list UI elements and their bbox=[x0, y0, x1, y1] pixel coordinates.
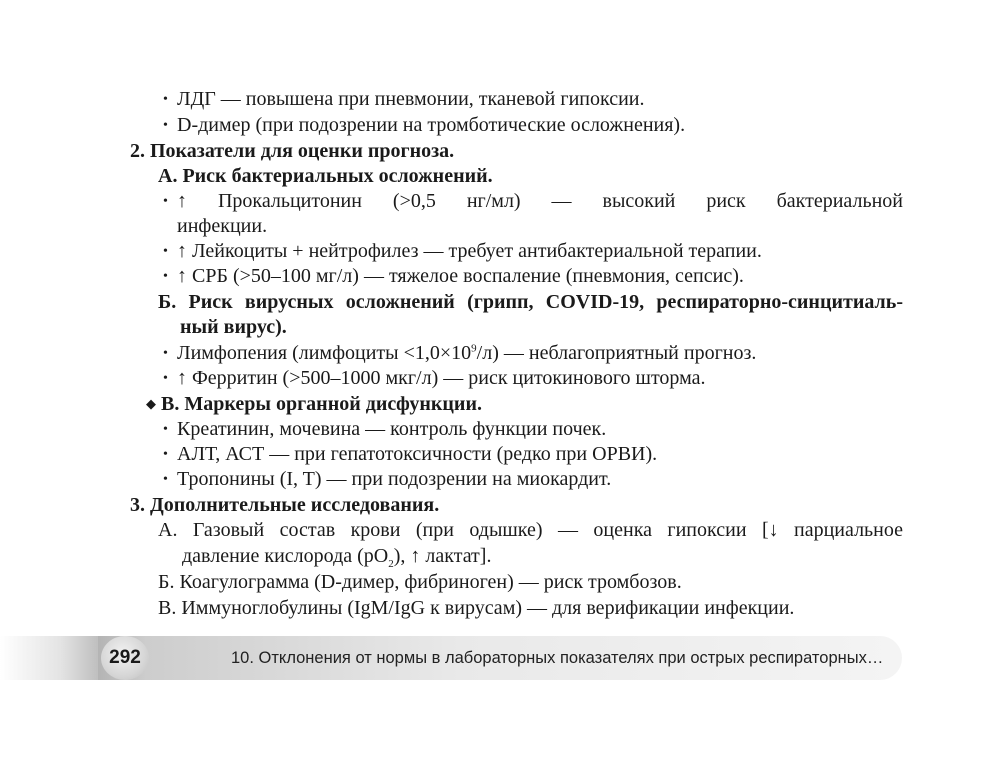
bullet-icon: • bbox=[163, 472, 168, 487]
bullet-icon: • bbox=[163, 244, 168, 259]
subsection-heading: ◆ В. Маркеры органной дисфункции. bbox=[146, 393, 482, 415]
bullet-icon: • bbox=[163, 371, 168, 386]
numbered-item: Б. Коагулограмма (D-димер, фибриноген) — риск тромбозов. bbox=[158, 571, 682, 593]
list-item-continuation: инфекции. bbox=[177, 215, 268, 237]
list-item: • ↑ Лейкоциты + нейтрофилез — требует антибактериальной терапии. bbox=[163, 238, 762, 265]
section-heading: 2. Показатели для оценки прогноза. bbox=[130, 140, 455, 162]
bullet-icon: • bbox=[163, 194, 168, 209]
subsection-heading-continuation: ный вирус). bbox=[180, 316, 287, 338]
list-item: • D-димер (при подозрении на тромботические осложнения). bbox=[163, 112, 685, 139]
bullet-icon: • bbox=[163, 447, 168, 462]
numbered-item: А. Газовый состав крови (при одышке) — оценка гипоксии [↓ парциальное bbox=[158, 519, 903, 541]
list-item: • ↑ Прокальцитонин (>0,5 нг/мл) — высокий риск бактериальной bbox=[163, 188, 903, 215]
list-item: • АЛТ, АСТ — при гепатотоксичности (редко при ОРВИ). bbox=[163, 441, 657, 468]
bullet-icon: • bbox=[163, 346, 168, 361]
numbered-item-continuation: давление кислорода $(pO_2)$, ↑ лактат]. bbox=[182, 545, 492, 570]
subsection-heading: А. Риск бактериальных осложнений. bbox=[158, 165, 493, 187]
section-heading: 3. Дополнительные исследования. bbox=[130, 494, 440, 516]
bullet-icon: • bbox=[163, 118, 168, 133]
list-item: • ↑ СРБ (>50–100 мг/л) — тяжелое воспаление (пневмония, сепсис). bbox=[163, 263, 744, 290]
bullet-icon: • bbox=[163, 422, 168, 437]
list-item: • Тропонины (I, T) — при подозрении на миокардит. bbox=[163, 466, 611, 493]
list-item: • ЛДГ — повышена при пневмонии, тканевой гипоксии. bbox=[163, 86, 645, 113]
bullet-icon: • bbox=[163, 269, 168, 284]
footer-band-fade bbox=[0, 636, 100, 680]
list-item: • Лимфопения (лимфоциты $<1,0\times 10^9/л$) — неблагоприятный прогноз. bbox=[163, 340, 756, 367]
bullet-icon: • bbox=[163, 92, 168, 107]
list-item: • Креатинин, мочевина — контроль функции почек. bbox=[163, 416, 606, 443]
numbered-item: В. Иммуноглобулины (IgM/IgG к вирусам) — для верификации инфекции. bbox=[158, 597, 795, 619]
page-number: 292 bbox=[101, 636, 149, 680]
subsection-heading: Б. Риск вирусных осложнений (грипп, COVID-19, респираторно-синцитиаль- bbox=[158, 291, 903, 313]
list-item: • ↑ Ферритин (>500–1000 мкг/л) — риск цитокинового шторма. bbox=[163, 365, 706, 392]
running-head: 10. Отклонения от нормы в лабораторных показателях при острых респираторных… bbox=[231, 649, 884, 667]
diamond-bullet-icon: ◆ bbox=[146, 396, 156, 411]
